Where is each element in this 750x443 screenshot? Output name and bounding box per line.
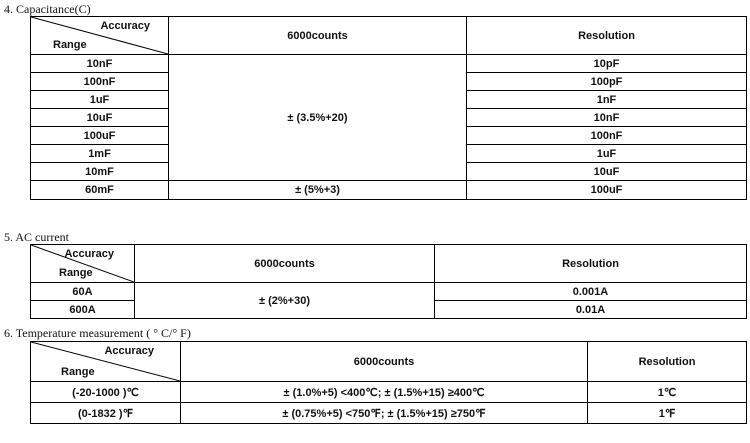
accuracy-header-label: Accuracy <box>100 20 150 32</box>
range-header-label: Range <box>59 267 93 279</box>
resolution-cell: 1uF <box>467 145 747 163</box>
resolution-cell: 100pF <box>467 73 747 91</box>
accuracy-cell: ± (5%+3) <box>169 181 467 200</box>
temperature-table <box>30 341 747 424</box>
range-cell: 60mF <box>31 181 169 200</box>
range-header-label: Range <box>61 366 95 378</box>
range-cell: 10mF <box>31 163 169 181</box>
resolution-header: Resolution <box>467 17 747 55</box>
resolution-cell: 1℉ <box>588 403 747 424</box>
range-cell: 600A <box>31 301 135 319</box>
accuracy-cell: ± (1.0%+5) <400℃; ± (1.5%+15) ≥400℃ <box>181 382 588 403</box>
resolution-cell: 1℃ <box>588 382 747 403</box>
resolution-cell: 0.01A <box>435 301 747 319</box>
resolution-cell: 10pF <box>467 55 747 73</box>
range-cell: 10nF <box>31 55 169 73</box>
resolution-cell: 100nF <box>467 127 747 145</box>
section-title-temperature: 6. Temperature measurement ( ° C/° F) <box>4 326 191 340</box>
section-title-ac-current: 5. AC current <box>4 230 69 244</box>
range-header-label: Range <box>53 39 87 51</box>
range-cell: 60A <box>31 283 135 301</box>
counts-header: 6000counts <box>181 342 588 382</box>
accuracy-cell: ± (3.5%+20) <box>169 55 467 181</box>
resolution-header: Resolution <box>435 245 747 283</box>
range-cell: (-20-1000 )℃ <box>31 382 181 403</box>
accuracy-header-label: Accuracy <box>104 345 154 357</box>
ac-current-table <box>30 244 747 319</box>
range-cell: 1uF <box>31 91 169 109</box>
accuracy-cell: ± (0.75%+5) <750℉; ± (1.5%+15) ≥750℉ <box>181 403 588 424</box>
resolution-cell: 100uF <box>467 181 747 200</box>
accuracy-cell: ± (2%+30) <box>135 283 435 319</box>
capacitance-table <box>30 16 747 200</box>
range-cell: 100uF <box>31 127 169 145</box>
range-cell: (0-1832 )℉ <box>31 403 181 424</box>
resolution-cell: 1nF <box>467 91 747 109</box>
diagonal-header-cell <box>31 342 181 382</box>
resolution-cell: 0.001A <box>435 283 747 301</box>
resolution-cell: 10nF <box>467 109 747 127</box>
counts-header: 6000counts <box>135 245 435 283</box>
resolution-cell: 10uF <box>467 163 747 181</box>
range-cell: 10uF <box>31 109 169 127</box>
range-cell: 1mF <box>31 145 169 163</box>
diagonal-header-cell <box>31 17 169 55</box>
section-title-capacitance: 4. Capacitance(C) <box>4 2 91 16</box>
counts-header: 6000counts <box>169 17 467 55</box>
accuracy-header-label: Accuracy <box>64 248 114 260</box>
range-cell: 100nF <box>31 73 169 91</box>
resolution-header: Resolution <box>588 342 747 382</box>
diagonal-header-cell <box>31 245 135 283</box>
